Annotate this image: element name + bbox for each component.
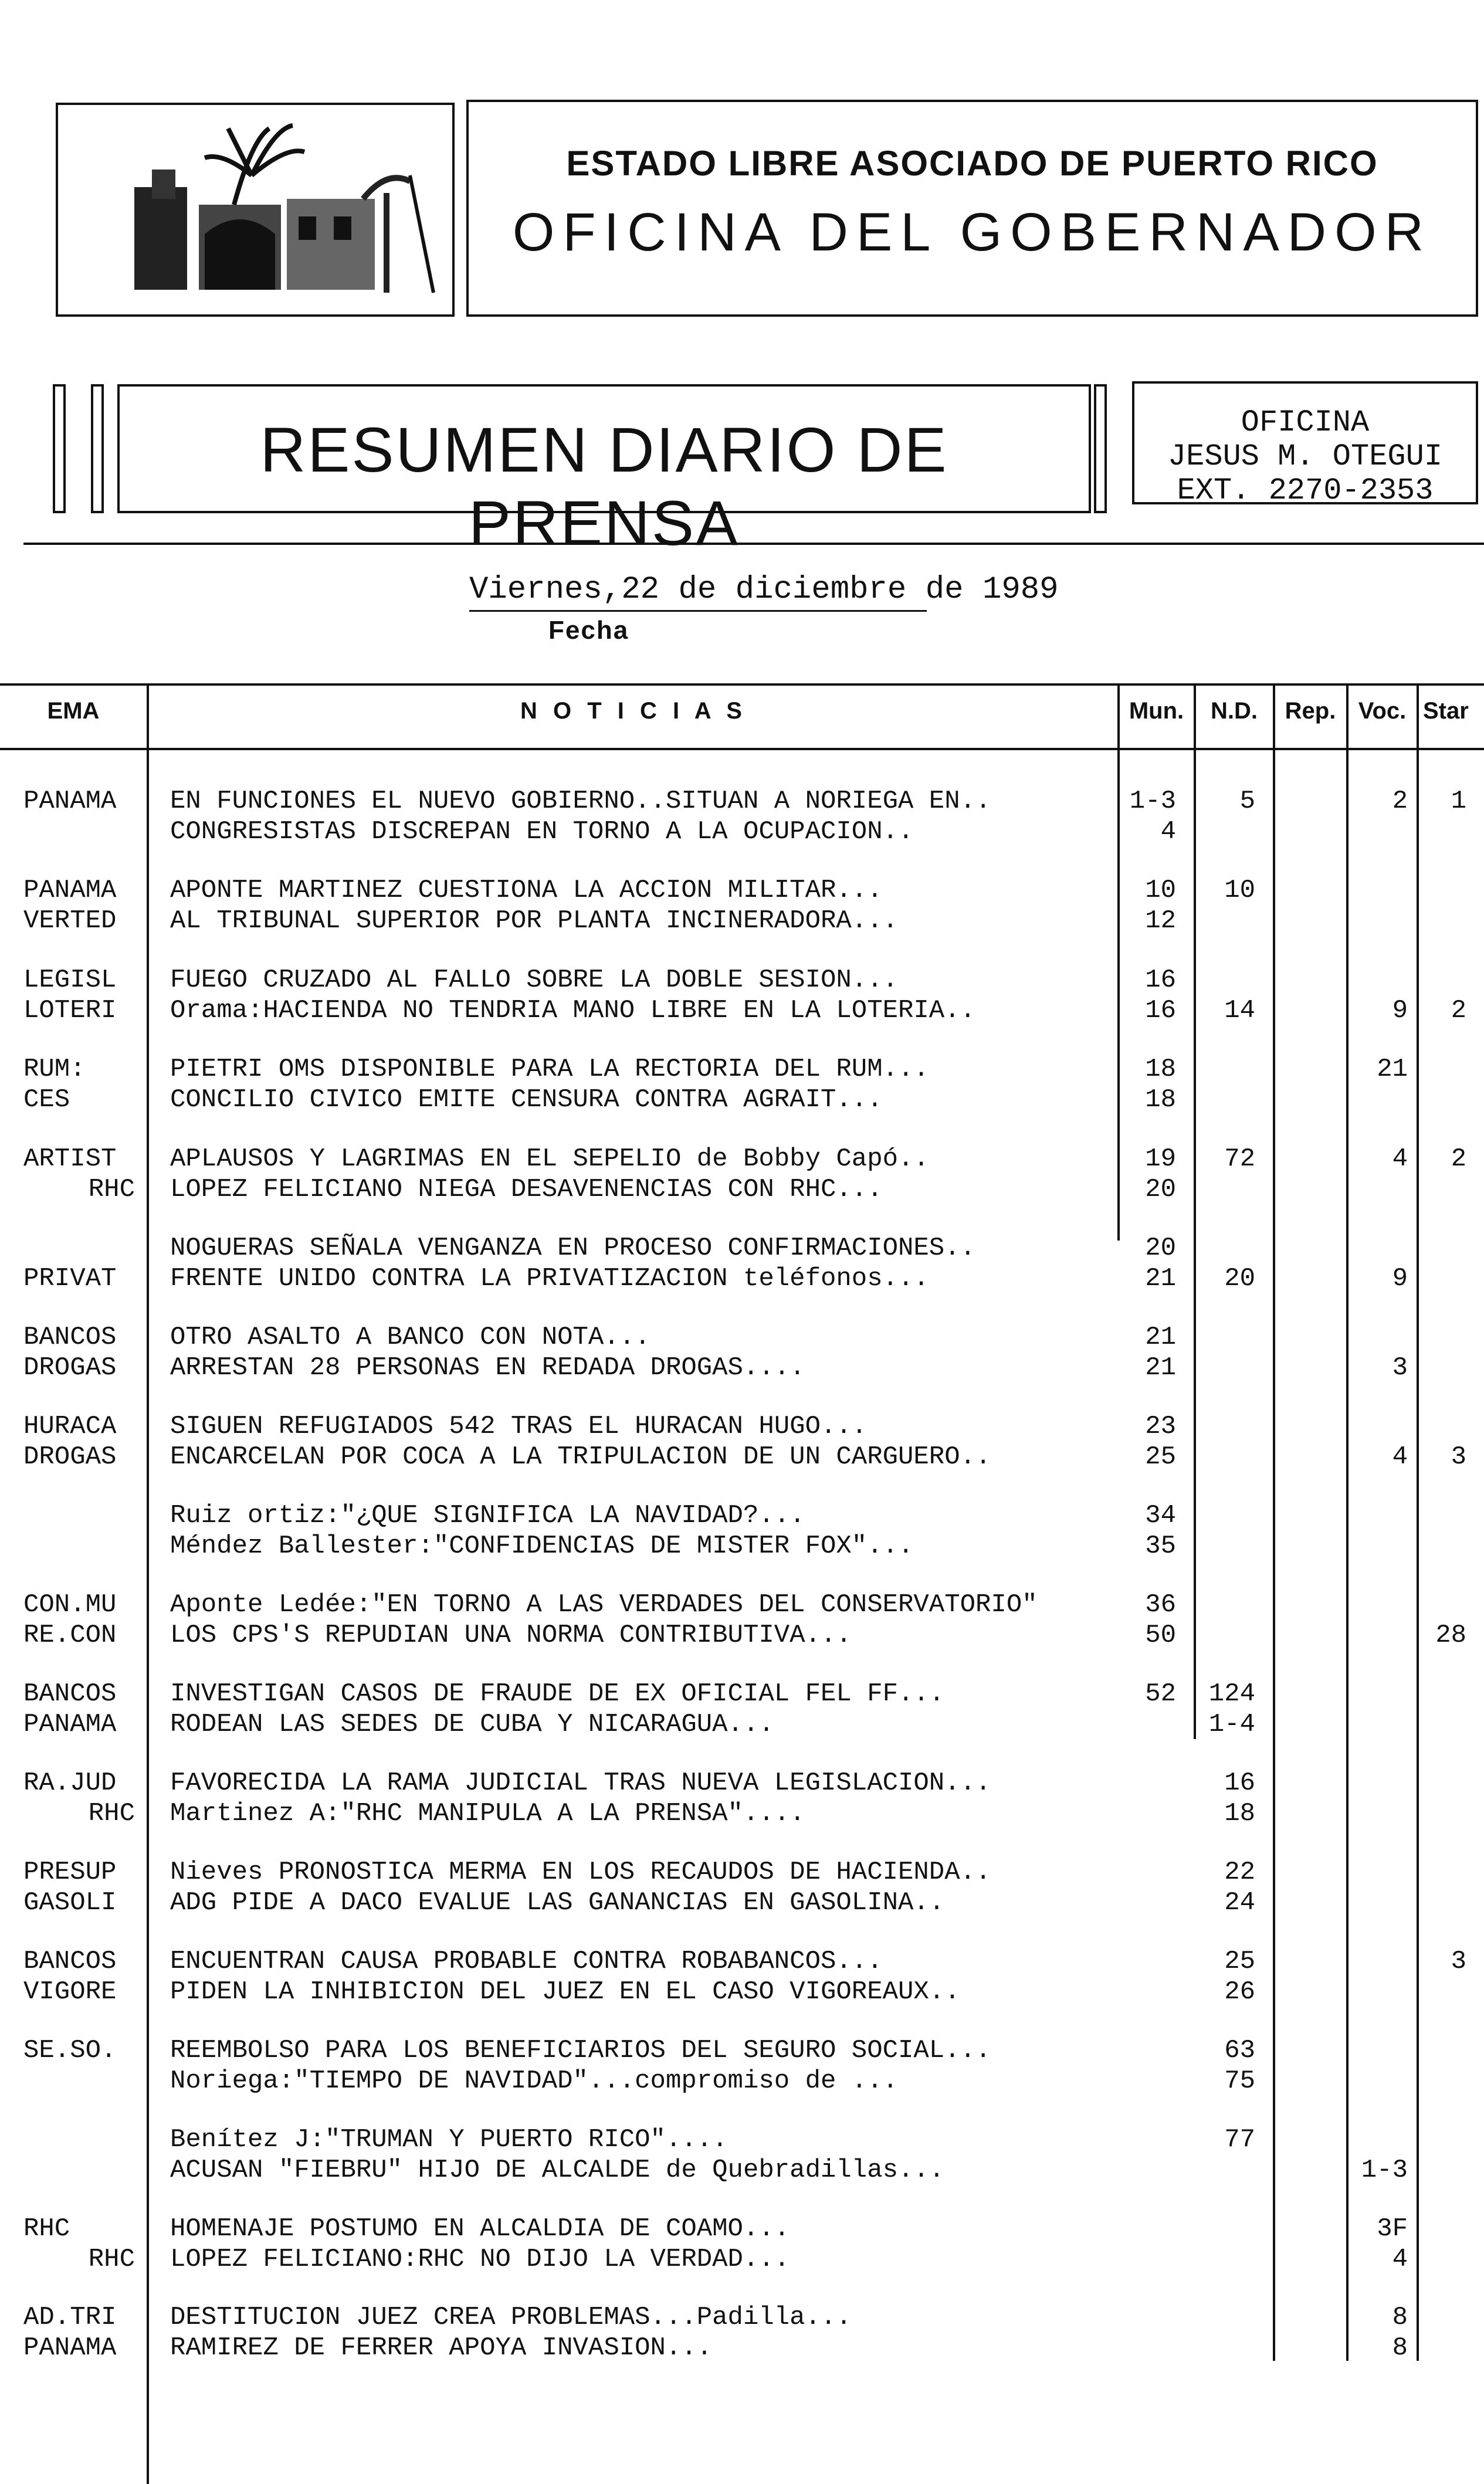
- column-rule: [1346, 683, 1349, 2361]
- voc-page-cell: [1349, 816, 1408, 847]
- star-page-cell: [1419, 2302, 1466, 2333]
- mun-page-cell: 21: [1145, 1353, 1176, 1382]
- banner-title: RESUMEN DIARIO DE PRENSA: [260, 414, 948, 558]
- voc-page-cell: [1349, 1857, 1408, 1887]
- headline-cell: FAVORECIDA LA RAMA JUDICIAL TRAS NUEVA LEGISLACION...: [170, 1768, 991, 1798]
- headline-cell: ACUSAN "FIEBRU" HIJO DE ALCALDE de Quebradillas...: [170, 2156, 945, 2185]
- headline-cell: CONGRESISTAS DISCREPAN EN TORNO A LA OCUPACION..: [170, 817, 914, 846]
- headline-cell: PIETRI OMS DISPONIBLE PARA LA RECTORIA DEL RUM...: [170, 1055, 929, 1084]
- fortaleza-logo: [58, 105, 452, 314]
- star-page-cell: [1419, 1857, 1466, 1887]
- nd-page-cell: [1191, 1531, 1255, 1561]
- nd-page-cell: [1191, 1500, 1255, 1531]
- nd-page-cell: 10: [1224, 876, 1255, 905]
- tema-cell: PRIVAT: [23, 1264, 117, 1293]
- tema-cell: RUM:: [23, 1055, 86, 1084]
- nd-page-cell: [1191, 816, 1255, 847]
- mun-page-cell: 12: [1145, 906, 1176, 936]
- tema-cell: GASOLI: [23, 1888, 117, 1917]
- voc-page-cell: 4: [1392, 2245, 1408, 2274]
- star-page-cell: [1419, 1353, 1466, 1383]
- star-page-cell: [1419, 1263, 1466, 1294]
- tema-cell: BANCOS: [23, 1947, 117, 1976]
- banner-frame: [117, 384, 1091, 558]
- headline-cell: REEMBOLSO PARA LOS BENEFICIARIOS DEL SEGURO SOCIAL...: [170, 2036, 991, 2065]
- date-underline: [469, 610, 927, 612]
- star-page-cell: [1419, 1590, 1466, 1620]
- headline-cell: Noriega:"TIEMPO DE NAVIDAD"...compromiso de ...: [170, 2066, 899, 2096]
- voc-page-cell: 8: [1392, 2333, 1408, 2363]
- voc-page-cell: 2: [1392, 787, 1408, 816]
- tema-cell: CON.MU: [23, 1590, 117, 1619]
- star-page-cell: 2: [1451, 1144, 1466, 1174]
- mun-page-cell: [1114, 2333, 1176, 2363]
- tema-cell: HURACA: [23, 1412, 117, 1441]
- tema-cell: DROGAS: [23, 1442, 117, 1472]
- nd-page-cell: [1191, 2214, 1255, 2244]
- star-page-cell: [1419, 1679, 1466, 1709]
- nd-page-cell: [1191, 2302, 1255, 2333]
- voc-page-cell: [1349, 1620, 1408, 1651]
- voc-page-cell: [1349, 1500, 1408, 1531]
- logo-frame: [56, 103, 455, 317]
- voc-page-cell: [1349, 1977, 1408, 2007]
- nd-page-cell: [1191, 2155, 1255, 2185]
- tema-cell: LOTERI: [23, 996, 117, 1025]
- report-date: Viernes,22 de diciembre de 1989: [469, 572, 1059, 608]
- voc-page-cell: [1349, 1709, 1408, 1740]
- voc-page-cell: [1349, 1946, 1408, 1977]
- office-line: EXT. 2270-2353: [1177, 473, 1434, 508]
- tema-cell: BANCOS: [23, 1679, 117, 1709]
- headline-cell: CONCILIO CIVICO EMITE CENSURA CONTRA AGRAIT...: [170, 1085, 883, 1114]
- tema-cell: BANCOS: [23, 1323, 117, 1352]
- headline-cell: NOGUERAS SEÑALA VENGANZA EN PROCESO CONFIRMACIONES..: [170, 1233, 976, 1263]
- nd-page-cell: [1191, 1590, 1255, 1620]
- star-page-cell: [1419, 906, 1466, 936]
- voc-page-cell: 9: [1392, 996, 1408, 1025]
- col-header-star: Star: [1423, 698, 1469, 724]
- mun-page-cell: 10: [1145, 876, 1176, 905]
- mun-page-cell: 16: [1145, 965, 1176, 995]
- headline-cell: LOPEZ FELICIANO NIEGA DESAVENENCIAS CON RHC...: [170, 1175, 883, 1204]
- col-header-voc: Voc.: [1358, 698, 1407, 724]
- office-line: OFICINA: [1241, 405, 1370, 440]
- tema-cell: VIGORE: [23, 1977, 117, 2007]
- headline-cell: LOPEZ FELICIANO:RHC NO DIJO LA VERDAD...: [170, 2245, 790, 2274]
- mun-page-cell: [1114, 2214, 1176, 2244]
- banner-bar: [91, 384, 104, 513]
- nd-page-cell: 18: [1224, 1799, 1255, 1828]
- star-page-cell: [1419, 2066, 1466, 2096]
- star-page-cell: [1419, 2035, 1466, 2066]
- nd-page-cell: 20: [1224, 1264, 1255, 1293]
- headline-cell: FUEGO CRUZADO AL FALLO SOBRE LA DOBLE SESION...: [170, 965, 899, 995]
- headline-cell: RAMIREZ DE FERRER APOYA INVASION...: [170, 2333, 713, 2363]
- star-page-cell: [1419, 1411, 1466, 1442]
- column-rule: [1417, 683, 1419, 2361]
- mun-page-cell: 50: [1145, 1621, 1176, 1650]
- voc-page-cell: 4: [1392, 1442, 1408, 1472]
- tema-cell: RHC: [88, 2245, 135, 2274]
- mun-page-cell: [1114, 1946, 1176, 1977]
- table-header-border: [0, 748, 1484, 750]
- nd-page-cell: 22: [1224, 1858, 1255, 1887]
- star-page-cell: [1419, 1531, 1466, 1561]
- mun-page-cell: [1114, 2124, 1176, 2155]
- headline-cell: ENCARCELAN POR COCA A LA TRIPULACION DE UN CARGUERO..: [170, 1442, 991, 1472]
- headline-cell: PIDEN LA INHIBICION DEL JUEZ EN EL CASO VIGOREAUX..: [170, 1977, 960, 2007]
- voc-page-cell: [1349, 2124, 1408, 2155]
- mun-page-cell: [1114, 1798, 1176, 1829]
- mun-page-cell: 34: [1145, 1501, 1176, 1530]
- nd-page-cell: [1191, 1353, 1255, 1383]
- nd-page-cell: [1191, 2244, 1255, 2275]
- voc-page-cell: 4: [1392, 1144, 1408, 1174]
- nd-page-cell: 72: [1224, 1144, 1255, 1174]
- headline-cell: Aponte Ledée:"EN TORNO A LAS VERDADES DEL CONSERVATORIO": [170, 1590, 1038, 1619]
- nd-page-cell: [1191, 1233, 1255, 1263]
- divider: [23, 543, 1484, 545]
- nd-page-cell: 25: [1224, 1947, 1255, 1976]
- voc-page-cell: 21: [1377, 1055, 1408, 1084]
- mun-page-cell: 18: [1145, 1055, 1176, 1084]
- headline-cell: OTRO ASALTO A BANCO CON NOTA...: [170, 1323, 650, 1352]
- star-page-cell: [1419, 1768, 1466, 1798]
- mun-page-cell: 18: [1145, 1085, 1176, 1114]
- headline-cell: Orama:HACIENDA NO TENDRIA MANO LIBRE EN LA LOTERIA..: [170, 996, 976, 1025]
- voc-page-cell: [1349, 1322, 1408, 1353]
- headline-cell: Nieves PRONOSTICA MERMA EN LOS RECAUDOS DE HACIENDA..: [170, 1858, 991, 1887]
- headline-cell: INVESTIGAN CASOS DE FRAUDE DE EX OFICIAL FEL FF...: [170, 1679, 945, 1709]
- headline-cell: AL TRIBUNAL SUPERIOR POR PLANTA INCINERADORA...: [170, 906, 899, 936]
- mun-page-cell: 20: [1145, 1233, 1176, 1263]
- mun-page-cell: 23: [1145, 1412, 1176, 1441]
- voc-page-cell: [1349, 2035, 1408, 2066]
- tema-cell: RHC: [88, 1799, 135, 1828]
- office-contact: [1132, 381, 1478, 508]
- headline-cell: SIGUEN REFUGIADOS 542 TRAS EL HURACAN HUGO...: [170, 1412, 868, 1441]
- star-page-cell: [1419, 1085, 1466, 1115]
- nd-page-cell: 124: [1208, 1679, 1255, 1709]
- headline-cell: LOS CPS'S REPUDIAN UNA NORMA CONTRIBUTIVA...: [170, 1621, 852, 1650]
- tema-cell: PANAMA: [23, 876, 117, 905]
- star-page-cell: [1419, 1977, 1466, 2007]
- voc-page-cell: [1349, 1085, 1408, 1115]
- col-header-rep: Rep.: [1285, 698, 1336, 724]
- date-label: Fecha: [548, 616, 629, 645]
- nd-page-cell: 63: [1224, 2036, 1255, 2065]
- mun-page-cell: [1114, 1887, 1176, 1918]
- voc-page-cell: 3F: [1377, 2214, 1408, 2244]
- tema-cell: RHC: [88, 1175, 135, 1204]
- voc-page-cell: [1349, 1590, 1408, 1620]
- mun-page-cell: 21: [1145, 1323, 1176, 1352]
- mun-page-cell: [1114, 2155, 1176, 2185]
- voc-page-cell: [1349, 875, 1408, 906]
- tema-cell: [0, 1500, 158, 1531]
- voc-page-cell: 8: [1392, 2303, 1408, 2332]
- mun-page-cell: [1114, 2066, 1176, 2096]
- star-page-cell: 2: [1451, 996, 1466, 1025]
- mun-page-cell: 20: [1145, 1175, 1176, 1204]
- voc-page-cell: [1349, 1679, 1408, 1709]
- nd-page-cell: [1191, 1620, 1255, 1651]
- star-page-cell: [1419, 2214, 1466, 2244]
- nd-page-cell: 24: [1224, 1888, 1255, 1917]
- voc-page-cell: 3: [1392, 1353, 1408, 1382]
- star-page-cell: [1419, 1887, 1466, 1918]
- headline-cell: ENCUENTRAN CAUSA PROBABLE CONTRA ROBABANCOS...: [170, 1947, 883, 1976]
- voc-page-cell: [1349, 1798, 1408, 1829]
- col-header-mun: Mun.: [1129, 698, 1184, 724]
- voc-page-cell: [1349, 1411, 1408, 1442]
- office-line: JESUS M. OTEGUI: [1167, 439, 1443, 474]
- mun-page-cell: 4: [1160, 817, 1176, 846]
- nd-page-cell: [1191, 965, 1255, 995]
- nd-page-cell: [1191, 1085, 1255, 1115]
- headline-cell: APLAUSOS Y LAGRIMAS EN EL SEPELIO de Bobby Capó..: [170, 1144, 929, 1174]
- mun-page-cell: 19: [1145, 1144, 1176, 1174]
- star-page-cell: [1419, 2155, 1466, 2185]
- voc-page-cell: 1-3: [1361, 2156, 1408, 2185]
- nd-page-cell: [1191, 1174, 1255, 1205]
- state-name: ESTADO LIBRE ASOCIADO DE PUERTO RICO: [566, 144, 1378, 183]
- nd-page-cell: [1191, 906, 1255, 936]
- nd-page-cell: 14: [1224, 996, 1255, 1025]
- column-rule: [1273, 683, 1275, 2361]
- tema-cell: PANAMA: [23, 1710, 117, 1739]
- star-page-cell: [1419, 1500, 1466, 1531]
- star-page-cell: [1419, 816, 1466, 847]
- mun-page-cell: 1-3: [1129, 787, 1176, 816]
- voc-page-cell: [1349, 1768, 1408, 1798]
- headline-cell: DESTITUCION JUEZ CREA PROBLEMAS...Padilla...: [170, 2303, 852, 2332]
- nd-page-cell: 75: [1224, 2066, 1255, 2096]
- voc-page-cell: [1349, 965, 1408, 995]
- nd-page-cell: [1191, 1054, 1255, 1085]
- headline-cell: APONTE MARTINEZ CUESTIONA LA ACCION MILITAR...: [170, 876, 883, 905]
- voc-page-cell: [1349, 1887, 1408, 1918]
- headline-cell: ADG PIDE A DACO EVALUE LAS GANANCIAS EN GASOLINA..: [170, 1888, 945, 1917]
- headline-cell: EN FUNCIONES EL NUEVO GOBIERNO..SITUAN A NORIEGA EN..: [170, 787, 991, 816]
- star-page-cell: [1419, 1709, 1466, 1740]
- tema-cell: [0, 2155, 158, 2185]
- tema-cell: RA.JUD: [23, 1768, 117, 1798]
- star-page-cell: [1419, 875, 1466, 906]
- tema-cell: [0, 2066, 158, 2096]
- voc-page-cell: [1349, 2066, 1408, 2096]
- star-page-cell: [1419, 2124, 1466, 2155]
- mun-page-cell: 21: [1145, 1264, 1176, 1293]
- star-page-cell: 1: [1451, 787, 1466, 816]
- mun-page-cell: 52: [1145, 1679, 1176, 1709]
- voc-page-cell: [1349, 1233, 1408, 1263]
- star-page-cell: 28: [1435, 1621, 1466, 1650]
- tema-cell: CES: [23, 1085, 70, 1114]
- headline-cell: RODEAN LAS SEDES DE CUBA Y NICARAGUA...: [170, 1710, 774, 1739]
- tema-cell: [0, 2124, 158, 2155]
- mun-page-cell: 35: [1145, 1531, 1176, 1561]
- mun-page-cell: 25: [1145, 1442, 1176, 1472]
- tema-cell: LEGISL: [23, 965, 117, 995]
- mun-page-cell: [1114, 1709, 1176, 1740]
- tema-cell: DROGAS: [23, 1353, 117, 1382]
- mun-page-cell: [1114, 1857, 1176, 1887]
- mun-page-cell: 16: [1145, 996, 1176, 1025]
- star-page-cell: [1419, 1798, 1466, 1829]
- mun-page-cell: [1114, 2302, 1176, 2333]
- star-page-cell: [1419, 1322, 1466, 1353]
- tema-cell: [0, 816, 158, 847]
- nd-page-cell: [1191, 1411, 1255, 1442]
- star-page-cell: [1419, 965, 1466, 995]
- mun-page-cell: [1114, 1977, 1176, 2007]
- star-page-cell: 3: [1451, 1442, 1466, 1472]
- title-frame: [466, 100, 1478, 317]
- tema-cell: VERTED: [23, 906, 117, 936]
- tema-cell: RE.CON: [23, 1621, 117, 1650]
- star-page-cell: [1419, 1054, 1466, 1085]
- headline-cell: FRENTE UNIDO CONTRA LA PRIVATIZACION teléfonos...: [170, 1264, 929, 1293]
- headline-cell: Benítez J:"TRUMAN Y PUERTO RICO"....: [170, 2125, 728, 2154]
- nd-page-cell: [1191, 1442, 1255, 1472]
- office-name: OFICINA DEL GOBERNADOR: [512, 202, 1432, 262]
- nd-page-cell: [1191, 2333, 1255, 2363]
- headline-cell: ARRESTAN 28 PERSONAS EN REDADA DROGAS....: [170, 1353, 805, 1382]
- tema-cell: [0, 1233, 158, 1263]
- tema-cell: PRESUP: [23, 1858, 117, 1887]
- nd-page-cell: [1191, 1322, 1255, 1353]
- star-page-cell: [1419, 1174, 1466, 1205]
- tema-cell: SE.SO.: [23, 2036, 117, 2065]
- banner-bar: [1094, 384, 1107, 513]
- headline-cell: HOMENAJE POSTUMO EN ALCALDIA DE COAMO...: [170, 2214, 790, 2244]
- headline-cell: Ruiz ortiz:"¿QUE SIGNIFICA LA NAVIDAD?...: [170, 1501, 805, 1530]
- headline-cell: Martinez A:"RHC MANIPULA A LA PRENSA"....: [170, 1799, 805, 1828]
- nd-page-cell: 26: [1224, 1977, 1255, 2007]
- headline-cell: Méndez Ballester:"CONFIDENCIAS DE MISTER FOX"...: [170, 1531, 914, 1561]
- nd-page-cell: 16: [1224, 1768, 1255, 1798]
- tema-cell: AD.TRI: [23, 2303, 117, 2332]
- mun-page-cell: 36: [1145, 1590, 1176, 1619]
- tema-cell: PANAMA: [23, 2333, 117, 2363]
- col-header-nd: N.D.: [1211, 698, 1258, 724]
- voc-page-cell: [1349, 906, 1408, 936]
- star-page-cell: [1419, 2244, 1466, 2275]
- banner-bar: [53, 384, 66, 513]
- table-top-border: [0, 683, 1484, 686]
- col-header-noticias: N O T I C I A S: [520, 698, 747, 724]
- mun-page-cell: [1114, 2244, 1176, 2275]
- star-page-cell: [1419, 1233, 1466, 1263]
- nd-page-cell: 77: [1224, 2125, 1255, 2154]
- voc-page-cell: [1349, 1174, 1408, 1205]
- tema-cell: PANAMA: [23, 787, 117, 816]
- mun-page-cell: [1114, 2035, 1176, 2066]
- nd-page-cell: 1-4: [1208, 1710, 1255, 1739]
- voc-page-cell: [1349, 1531, 1408, 1561]
- mun-page-cell: [1114, 1768, 1176, 1798]
- tema-cell: [0, 1531, 158, 1561]
- voc-page-cell: 9: [1392, 1264, 1408, 1293]
- nd-page-cell: 5: [1239, 787, 1255, 816]
- tema-cell: ARTIST: [23, 1144, 117, 1174]
- star-page-cell: 3: [1451, 1947, 1466, 1976]
- star-page-cell: [1419, 2333, 1466, 2363]
- tema-cell: RHC: [23, 2214, 70, 2244]
- col-header-tema: EMA: [47, 698, 100, 724]
